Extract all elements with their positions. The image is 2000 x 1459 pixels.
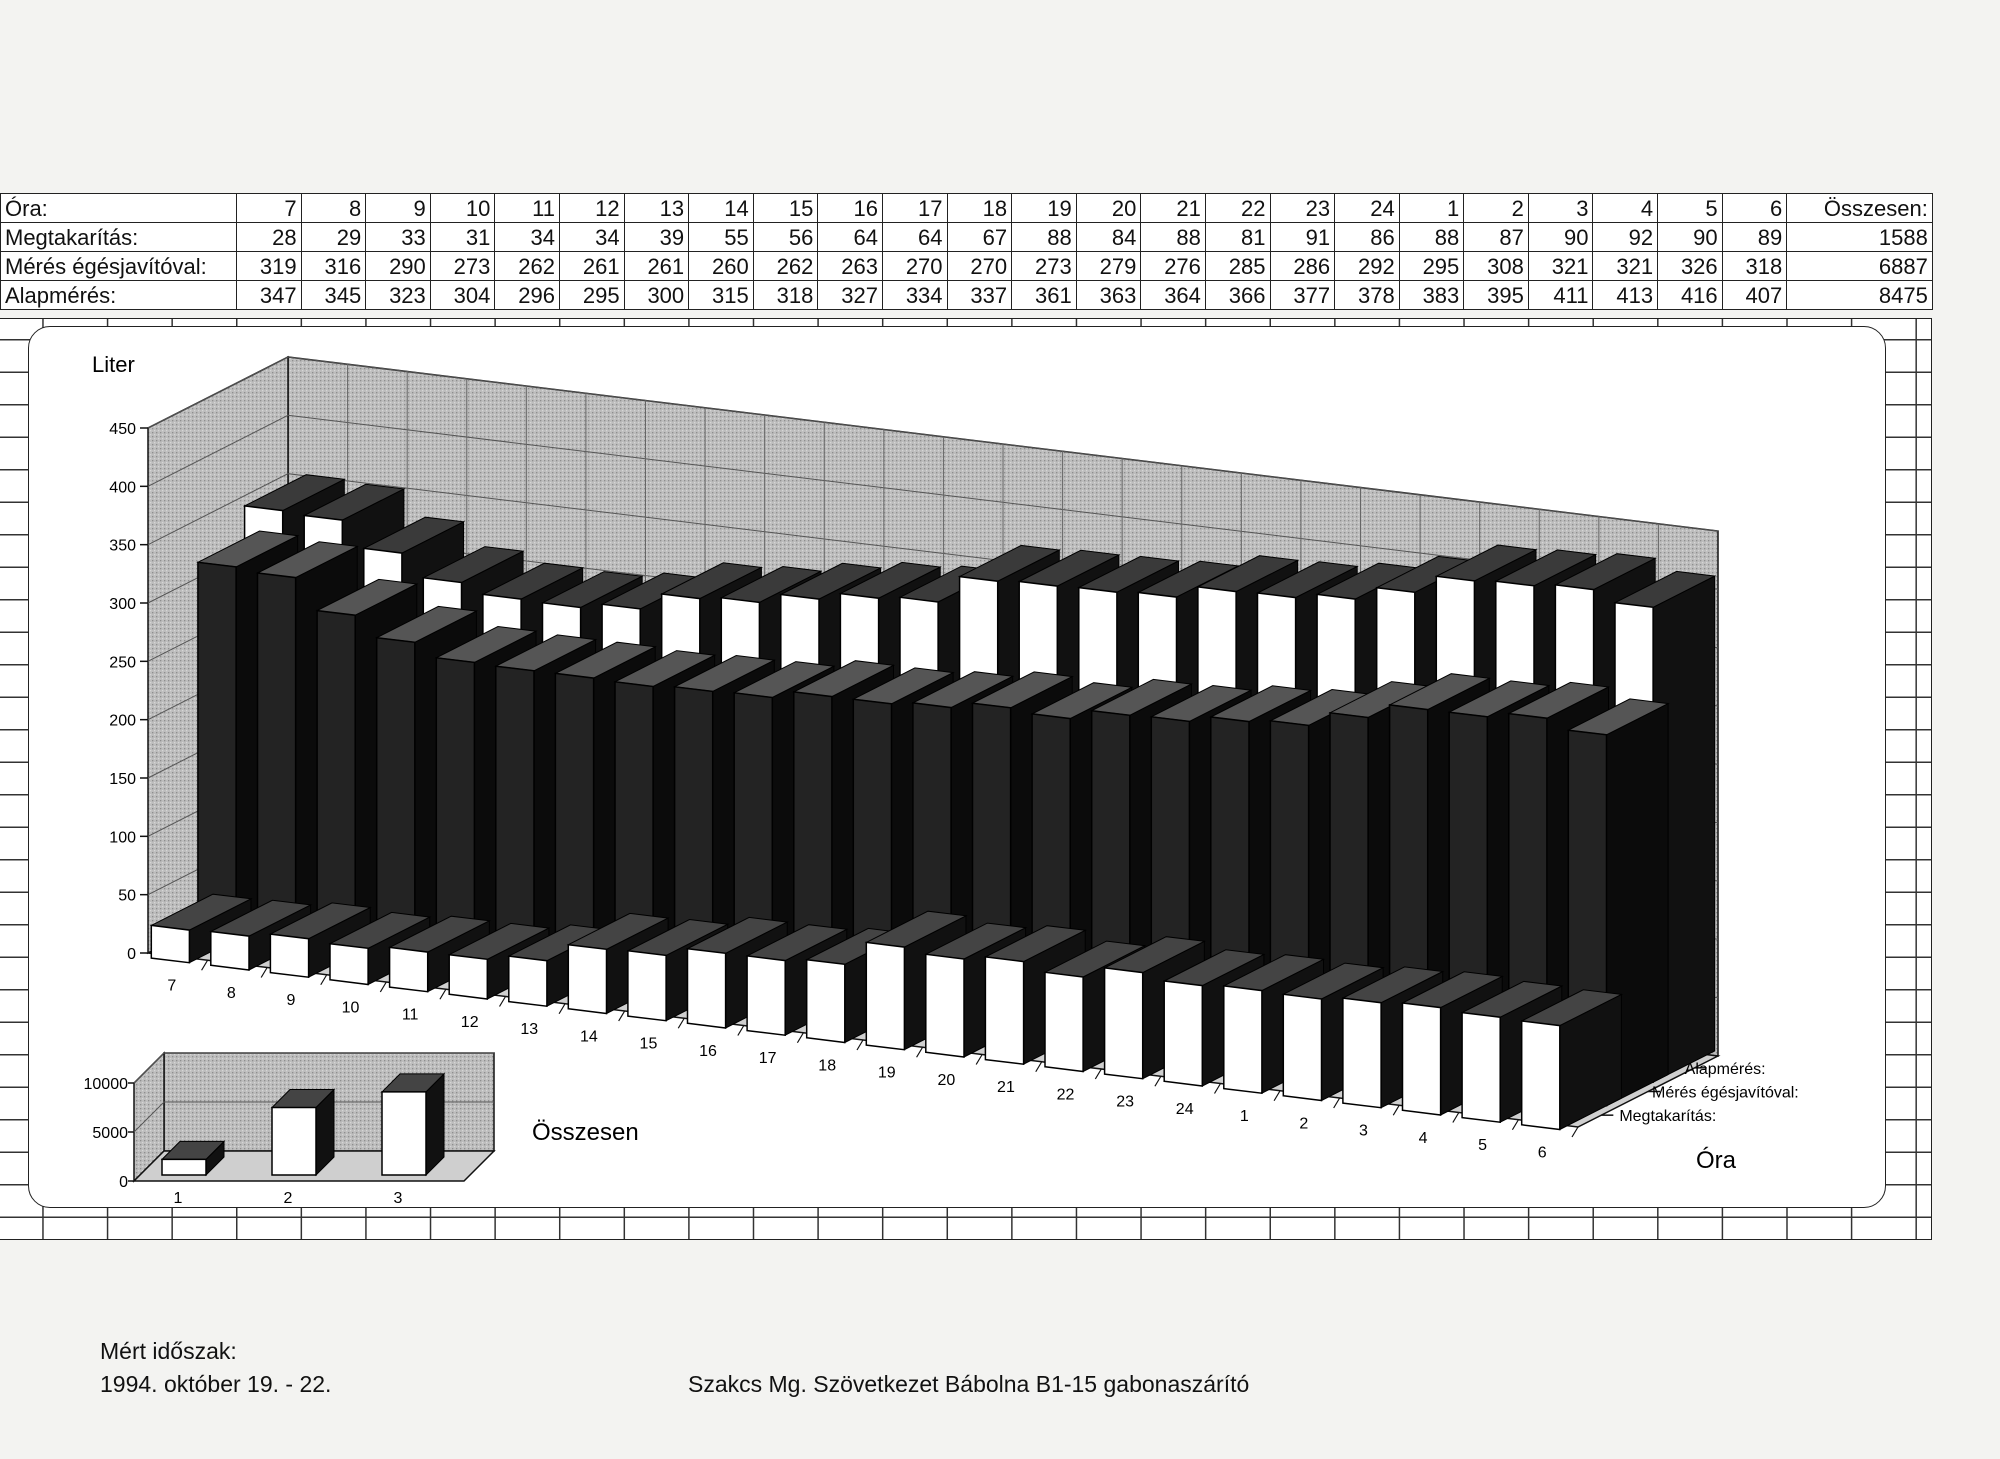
x-tick — [619, 1011, 625, 1021]
x-axis-label: Óra — [1696, 1147, 1737, 1174]
x-tick-label: 1 — [1239, 1108, 1249, 1126]
table-cell: 55 — [689, 223, 754, 252]
x-tick-label: 24 — [1175, 1100, 1194, 1118]
row-label: Mérés égésjavítóval: — [1, 252, 237, 281]
total-cell: 6887 — [1787, 252, 1933, 281]
x-tick-label: 22 — [1056, 1086, 1075, 1104]
y-tick-label: 150 — [109, 771, 136, 788]
x-tick — [1155, 1076, 1161, 1086]
table-cell: 318 — [1722, 252, 1787, 281]
x-tick — [797, 1033, 803, 1043]
table-cell: 316 — [301, 252, 366, 281]
table-cell: 270 — [947, 252, 1012, 281]
bar-front — [211, 932, 249, 971]
table-cell: 345 — [301, 281, 366, 310]
row-label: Megtakarítás: — [1, 223, 237, 252]
table-cell: 411 — [1528, 281, 1593, 310]
mini-x-tick-label: 1 — [173, 1190, 183, 1207]
period-label: Mért időszak: — [100, 1338, 237, 1364]
table-cell: 81 — [1205, 223, 1270, 252]
x-tick — [1512, 1120, 1518, 1130]
x-tick — [678, 1018, 684, 1028]
table-cell: 361 — [1012, 281, 1077, 310]
x-tick — [1572, 1127, 1578, 1137]
table-cell: 14 — [689, 194, 754, 223]
table-cell: 321 — [1528, 252, 1593, 281]
table-cell: 407 — [1722, 281, 1787, 310]
y-tick-label: 300 — [109, 596, 136, 613]
bar-front — [151, 925, 189, 962]
mini-bar — [382, 1074, 444, 1175]
mini-y-tick-label: 0 — [119, 1174, 128, 1191]
table-cell: 366 — [1205, 281, 1270, 310]
table-cell: 261 — [559, 252, 624, 281]
table-cell: 88 — [1399, 223, 1464, 252]
table-cell: 6 — [1722, 194, 1787, 223]
x-tick — [1393, 1105, 1399, 1115]
bar-front — [1462, 1013, 1500, 1123]
bar-front — [509, 956, 547, 1006]
bar-front — [568, 945, 606, 1014]
x-tick — [917, 1047, 923, 1057]
table-cell: 39 — [624, 223, 689, 252]
x-tick — [1334, 1098, 1340, 1108]
table-cell: 16 — [818, 194, 883, 223]
table-cell: 318 — [753, 281, 818, 310]
bar-front — [747, 956, 785, 1035]
table-cell: 18 — [947, 194, 1012, 223]
x-tick-label: 10 — [341, 999, 360, 1017]
table-cell: 260 — [689, 252, 754, 281]
x-tick-label: 8 — [226, 984, 236, 1002]
table-cell: 296 — [495, 281, 560, 310]
total-cell: 1588 — [1787, 223, 1933, 252]
table-cell: 7 — [237, 194, 302, 223]
bar-front — [1522, 1021, 1560, 1130]
table-cell: 10 — [430, 194, 495, 223]
bar-front — [390, 947, 428, 991]
bar-front — [377, 638, 415, 961]
bar-front — [270, 934, 308, 977]
x-tick — [1453, 1113, 1459, 1123]
row-label: Alapmérés: — [1, 281, 237, 310]
x-tick — [1215, 1084, 1221, 1094]
table-cell: 87 — [1464, 223, 1529, 252]
bar-front — [1224, 986, 1262, 1093]
mini-y-tick-label: 5000 — [92, 1125, 128, 1142]
table-cell: 279 — [1076, 252, 1141, 281]
x-tick — [321, 975, 327, 985]
table-cell: 334 — [882, 281, 947, 310]
x-tick — [976, 1055, 982, 1065]
y-tick-label: 0 — [127, 946, 136, 963]
table-cell: 347 — [237, 281, 302, 310]
table-cell: 29 — [301, 223, 366, 252]
x-tick-label: 16 — [699, 1042, 717, 1060]
table-cell: 363 — [1076, 281, 1141, 310]
table-cell: 273 — [430, 252, 495, 281]
table-cell: 416 — [1658, 281, 1723, 310]
bar-front — [449, 955, 487, 999]
company-name: Szakcs Mg. Szövetkezet Bábolna B1-15 gabonaszárító — [688, 1371, 1250, 1397]
table-cell: 86 — [1335, 223, 1400, 252]
table-cell: 263 — [818, 252, 883, 281]
table-cell: 262 — [753, 252, 818, 281]
x-tick — [440, 989, 446, 999]
table-cell: 295 — [1399, 252, 1464, 281]
table-cell: 378 — [1335, 281, 1400, 310]
x-tick-label: 4 — [1418, 1129, 1428, 1147]
y-tick-label: 200 — [109, 712, 136, 730]
bar-front — [272, 1108, 316, 1176]
mini-chart-title: Összesen — [532, 1119, 639, 1146]
bar-front — [258, 573, 296, 946]
table-cell: 323 — [366, 281, 431, 310]
y-tick-label: 100 — [109, 829, 136, 847]
y-tick-label: 50 — [118, 887, 136, 905]
table-cell: 395 — [1464, 281, 1529, 310]
x-tick — [738, 1026, 744, 1036]
bar-front — [926, 954, 964, 1057]
table-cell: 3 — [1528, 194, 1593, 223]
table-cell: 12 — [559, 194, 624, 223]
total-cell: Összesen: — [1787, 194, 1933, 223]
table-cell: 364 — [1141, 281, 1206, 310]
legend-label: Alapmérés: — [1684, 1060, 1766, 1078]
table-cell: 88 — [1012, 223, 1077, 252]
legend-label: Mérés égésjavítóval: — [1652, 1084, 1799, 1102]
table-cell: 8 — [301, 194, 366, 223]
x-tick — [1274, 1091, 1280, 1101]
bar-front — [985, 957, 1023, 1064]
table-cell: 24 — [1335, 194, 1400, 223]
x-tick-label: 20 — [937, 1071, 956, 1089]
table-cell: 92 — [1593, 223, 1658, 252]
x-tick-label: 19 — [877, 1064, 896, 1082]
x-tick-label: 7 — [167, 977, 177, 995]
table-cell: 22 — [1205, 194, 1270, 223]
table-cell: 327 — [818, 281, 883, 310]
table-cell: 90 — [1658, 223, 1723, 252]
mini-y-tick-label: 10000 — [83, 1076, 128, 1093]
table-cell: 84 — [1076, 223, 1141, 252]
table-cell: 21 — [1141, 194, 1206, 223]
table-cell: 276 — [1141, 252, 1206, 281]
y-tick-label: 400 — [109, 479, 136, 497]
table-cell: 383 — [1399, 281, 1464, 310]
table-cell: 9 — [366, 194, 431, 223]
row-label: Óra: — [1, 194, 237, 223]
table-cell: 308 — [1464, 252, 1529, 281]
bar-front — [688, 949, 726, 1028]
x-tick-label: 5 — [1478, 1137, 1488, 1155]
table-cell: 19 — [1012, 194, 1077, 223]
y-axis-label: Liter — [92, 352, 135, 377]
table-cell: 64 — [882, 223, 947, 252]
table-cell: 34 — [559, 223, 624, 252]
x-tick-label: 18 — [818, 1057, 837, 1075]
bar-front — [382, 1092, 426, 1175]
table-cell: 319 — [237, 252, 302, 281]
table-cell: 34 — [495, 223, 560, 252]
x-tick-label: 2 — [1299, 1115, 1309, 1133]
table-cell: 270 — [882, 252, 947, 281]
x-tick — [1095, 1069, 1101, 1079]
x-tick-label: 6 — [1537, 1144, 1547, 1162]
table-cell: 67 — [947, 223, 1012, 252]
x-tick — [857, 1040, 863, 1050]
bar-front — [628, 951, 666, 1021]
table-cell: 290 — [366, 252, 431, 281]
table-cell: 28 — [237, 223, 302, 252]
table-cell: 261 — [624, 252, 689, 281]
table-cell: 17 — [882, 194, 947, 223]
x-tick — [202, 960, 208, 970]
x-tick — [1036, 1062, 1042, 1072]
table-cell: 304 — [430, 281, 495, 310]
bar-front — [1164, 981, 1202, 1086]
table-cell: 91 — [1270, 223, 1335, 252]
table-cell: 285 — [1205, 252, 1270, 281]
bar-front — [807, 960, 845, 1043]
table-cell: 4 — [1593, 194, 1658, 223]
x-tick — [500, 997, 506, 1007]
bar-front — [162, 1159, 206, 1175]
mini-bar — [272, 1090, 334, 1176]
table-cell: 300 — [624, 281, 689, 310]
x-tick-label: 3 — [1359, 1122, 1368, 1140]
x-tick — [380, 982, 386, 992]
table-cell: 413 — [1593, 281, 1658, 310]
table-cell: 292 — [1335, 252, 1400, 281]
y-tick-label: 250 — [109, 654, 136, 672]
x-tick-label: 11 — [401, 1006, 419, 1024]
y-tick-label: 450 — [109, 421, 136, 438]
bar-front — [866, 942, 904, 1049]
legend-label: Megtakarítás: — [1619, 1108, 1717, 1126]
bar-front — [1283, 994, 1321, 1100]
table-cell: 321 — [1593, 252, 1658, 281]
mini-x-tick-label: 2 — [283, 1190, 293, 1207]
table-cell: 90 — [1528, 223, 1593, 252]
table-cell: 56 — [753, 223, 818, 252]
x-tick — [261, 968, 267, 978]
table-cell: 13 — [624, 194, 689, 223]
table-cell: 15 — [753, 194, 818, 223]
x-tick-label: 17 — [758, 1050, 777, 1068]
table-cell: 5 — [1658, 194, 1723, 223]
main-chart-group — [92, 352, 1799, 1174]
bar-front — [1045, 972, 1083, 1071]
total-bar-chart — [84, 1053, 639, 1207]
table-cell: 11 — [495, 194, 560, 223]
mini-x-tick-label: 3 — [393, 1190, 403, 1207]
table-cell: 88 — [1141, 223, 1206, 252]
table-cell: 326 — [1658, 252, 1723, 281]
table-cell: 64 — [818, 223, 883, 252]
table-cell: 1 — [1399, 194, 1464, 223]
y-tick-label: 350 — [109, 537, 136, 555]
table-cell: 20 — [1076, 194, 1141, 223]
table-cell: 337 — [947, 281, 1012, 310]
table-cell: 31 — [430, 223, 495, 252]
table-cell: 89 — [1722, 223, 1787, 252]
bar-front — [1343, 998, 1381, 1108]
x-tick-label: 21 — [997, 1079, 1015, 1097]
x-tick-label: 23 — [1116, 1093, 1135, 1111]
x-tick-label: 15 — [639, 1035, 658, 1053]
bar-front — [1105, 968, 1143, 1079]
bar-front — [1403, 1003, 1441, 1115]
total-cell: 8475 — [1787, 281, 1933, 310]
x-tick-label: 13 — [520, 1021, 539, 1039]
table-cell: 295 — [559, 281, 624, 310]
x-tick — [559, 1004, 565, 1014]
table-cell: 377 — [1270, 281, 1335, 310]
table-cell: 23 — [1270, 194, 1335, 223]
table-cell: 2 — [1464, 194, 1529, 223]
x-tick-label: 12 — [460, 1013, 479, 1031]
x-tick-label: 9 — [286, 992, 296, 1010]
table-cell: 273 — [1012, 252, 1077, 281]
table-cell: 315 — [689, 281, 754, 310]
period-value: 1994. október 19. - 22. — [100, 1371, 332, 1397]
table-cell: 262 — [495, 252, 560, 281]
bar-front — [198, 562, 236, 939]
table-cell: 286 — [1270, 252, 1335, 281]
bar-front — [317, 611, 355, 954]
table-cell: 33 — [366, 223, 431, 252]
bar-front — [330, 944, 368, 985]
x-tick-label: 14 — [579, 1028, 598, 1046]
